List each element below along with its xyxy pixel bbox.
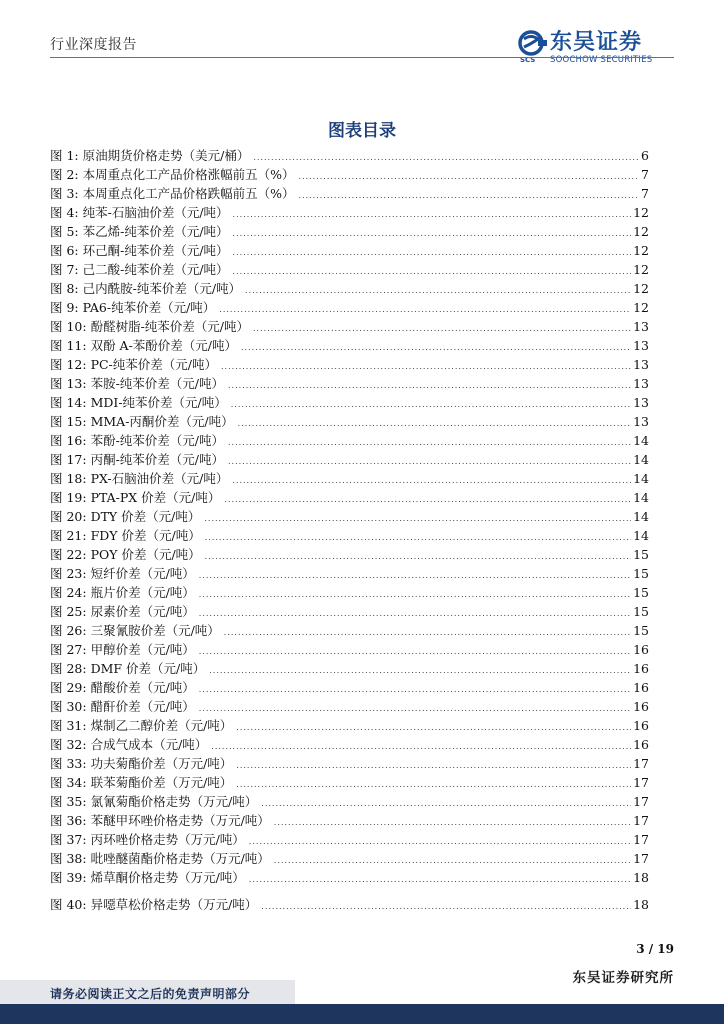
toc-entry-page: 18 bbox=[633, 870, 649, 885]
toc-entry-page: 13 bbox=[633, 357, 649, 372]
toc-dot-leader bbox=[209, 661, 631, 680]
toc-dot-leader bbox=[199, 642, 631, 661]
toc-entry[interactable] bbox=[50, 488, 649, 507]
toc-entry-label: 图 29: 醋酸价差（元/吨） bbox=[50, 680, 195, 695]
toc-entry-page: 12 bbox=[633, 281, 649, 296]
toc-dot-leader bbox=[211, 737, 631, 756]
footer-bar bbox=[0, 1004, 724, 1024]
toc-entry-label: 图 36: 苯醚甲环唑价格走势（万元/吨） bbox=[50, 813, 270, 828]
toc-entry-label: 图 10: 酚醛树脂-纯苯价差（元/吨） bbox=[50, 319, 249, 334]
toc-dot-leader bbox=[233, 224, 632, 243]
toc-entry[interactable] bbox=[50, 792, 649, 811]
toc-dot-leader bbox=[231, 395, 631, 414]
toc-entry-label: 图 3: 本周重点化工产品价格跌幅前五（%） bbox=[50, 186, 295, 201]
toc-dot-leader bbox=[253, 319, 631, 338]
toc-dot-leader bbox=[219, 300, 631, 319]
toc-dot-leader bbox=[261, 794, 631, 813]
toc-entry[interactable] bbox=[50, 830, 649, 849]
toc-dot-leader bbox=[205, 547, 631, 566]
toc-entry-label: 图 5: 苯乙烯-纯苯价差（元/吨） bbox=[50, 224, 229, 239]
toc-entry[interactable] bbox=[50, 393, 649, 412]
toc-entry-page: 16 bbox=[633, 699, 649, 714]
toc-dot-leader bbox=[205, 528, 631, 547]
report-type-label: 行业深度报告 bbox=[50, 37, 137, 53]
toc-entry[interactable] bbox=[50, 165, 649, 184]
toc-dot-leader bbox=[236, 756, 631, 775]
toc-entry-page: 16 bbox=[633, 680, 649, 695]
toc-entry-page: 7 bbox=[641, 186, 649, 201]
toc-entry[interactable] bbox=[50, 412, 649, 431]
toc-entry[interactable] bbox=[50, 431, 649, 450]
toc-entry-label: 图 20: DTY 价差（元/吨） bbox=[50, 509, 201, 524]
toc-entry-page: 13 bbox=[633, 376, 649, 391]
toc-entry[interactable] bbox=[50, 602, 649, 621]
toc-entry[interactable] bbox=[50, 583, 649, 602]
toc-entry-label: 图 2: 本周重点化工产品价格涨幅前五（%） bbox=[50, 167, 295, 182]
toc-entry-page: 12 bbox=[633, 224, 649, 239]
toc-entry[interactable] bbox=[50, 621, 649, 640]
toc-entry[interactable] bbox=[50, 545, 649, 564]
toc-entry-label: 图 24: 瓶片价差（元/吨） bbox=[50, 585, 195, 600]
toc-dot-leader bbox=[224, 623, 631, 642]
toc-entry[interactable] bbox=[50, 526, 649, 545]
toc-entry-label: 图 14: MDI-纯苯价差（元/吨） bbox=[50, 395, 227, 410]
toc-dot-leader bbox=[236, 718, 631, 737]
toc-dot-leader bbox=[228, 433, 631, 452]
toc-dot-leader bbox=[199, 585, 631, 604]
institute-name: 东吴证券研究所 bbox=[572, 970, 674, 986]
toc-entry-label: 图 19: PTA-PX 价差（元/吨） bbox=[50, 490, 221, 505]
toc-entry-label: 图 28: DMF 价差（元/吨） bbox=[50, 661, 206, 676]
toc-entry-label: 图 12: PC-纯苯价差（元/吨） bbox=[50, 357, 217, 372]
toc-dot-leader bbox=[233, 205, 632, 224]
toc-entry[interactable] bbox=[50, 374, 649, 393]
disclaimer-text: 请务必阅读正文之后的免责声明部分 bbox=[50, 987, 251, 1001]
toc-entry-page: 12 bbox=[633, 243, 649, 258]
toc-entry-page: 13 bbox=[633, 414, 649, 429]
toc-entry-page: 15 bbox=[633, 604, 649, 619]
toc-dot-leader bbox=[274, 813, 631, 832]
toc-entry-page: 15 bbox=[633, 547, 649, 562]
toc-entry-page: 17 bbox=[633, 851, 649, 866]
logo-abbreviation: SCS bbox=[520, 56, 536, 64]
toc-entry-label: 图 39: 烯草酮价格走势（万元/吨） bbox=[50, 870, 245, 885]
toc-dot-leader bbox=[233, 262, 632, 281]
toc-entry[interactable] bbox=[50, 754, 649, 773]
toc-entry-label: 图 31: 煤制乙二醇价差（元/吨） bbox=[50, 718, 233, 733]
toc-dot-leader bbox=[233, 243, 632, 262]
toc-entry-label: 图 25: 尿素价差（元/吨） bbox=[50, 604, 195, 619]
toc-entry-page: 14 bbox=[633, 452, 649, 467]
toc-entry-page: 18 bbox=[633, 897, 649, 912]
toc-entry-page: 16 bbox=[633, 661, 649, 676]
toc-entry[interactable] bbox=[50, 507, 649, 526]
toc-entry-label: 图 27: 甲醇价差（元/吨） bbox=[50, 642, 195, 657]
toc-dot-leader bbox=[261, 897, 631, 916]
toc-entry-label: 图 37: 丙环唑价格走势（万元/吨） bbox=[50, 832, 245, 847]
toc-dot-leader bbox=[236, 775, 631, 794]
toc-dot-leader bbox=[199, 566, 631, 585]
toc-entry[interactable] bbox=[50, 716, 649, 735]
toc-entry[interactable] bbox=[50, 811, 649, 830]
toc-entry[interactable] bbox=[50, 260, 649, 279]
toc-entry-label: 图 30: 醋酐价差（元/吨） bbox=[50, 699, 195, 714]
toc-entry-page: 16 bbox=[633, 737, 649, 752]
logo-chinese-text: 东吴证券 bbox=[550, 30, 643, 55]
header-divider bbox=[50, 57, 674, 58]
toc-entry[interactable] bbox=[50, 203, 649, 222]
toc-entry[interactable] bbox=[50, 640, 649, 659]
toc-entry[interactable] bbox=[50, 450, 649, 469]
toc-dot-leader bbox=[245, 281, 631, 300]
toc-entry[interactable] bbox=[50, 697, 649, 716]
toc-dot-leader bbox=[249, 870, 631, 889]
logo-mark-icon bbox=[518, 30, 548, 56]
toc-entry[interactable] bbox=[50, 222, 649, 241]
toc-entry-page: 17 bbox=[633, 832, 649, 847]
toc-entry-page: 16 bbox=[633, 642, 649, 657]
toc-dot-leader bbox=[199, 699, 631, 718]
toc-entry[interactable] bbox=[50, 773, 649, 792]
toc-entry-page: 15 bbox=[633, 566, 649, 581]
toc-entry-label: 图 7: 己二酸-纯苯价差（元/吨） bbox=[50, 262, 229, 277]
page-number: 3 / 19 bbox=[636, 942, 674, 956]
toc-entry-page: 17 bbox=[633, 775, 649, 790]
toc-entry[interactable] bbox=[50, 355, 649, 374]
toc-entry-page: 6 bbox=[641, 148, 649, 163]
toc-entry-label: 图 9: PA6-纯苯价差（元/吨） bbox=[50, 300, 216, 315]
toc-entry-label: 图 17: 丙酮-纯苯价差（元/吨） bbox=[50, 452, 224, 467]
toc-entry-page: 17 bbox=[633, 813, 649, 828]
toc-entry-label: 图 35: 氯氰菊酯价格走势（万元/吨） bbox=[50, 794, 258, 809]
toc-dot-leader bbox=[228, 376, 631, 395]
toc-entry-label: 图 4: 纯苯-石脑油价差（元/吨） bbox=[50, 205, 229, 220]
toc-entry-page: 14 bbox=[633, 490, 649, 505]
toc-entry[interactable] bbox=[50, 659, 649, 678]
toc-dot-leader bbox=[199, 680, 631, 699]
toc-title: 图表目录 bbox=[328, 121, 396, 141]
toc-entry-label: 图 15: MMA-丙酮价差（元/吨） bbox=[50, 414, 234, 429]
toc-entry-label: 图 1: 原油期货价格走势（美元/桶） bbox=[50, 148, 250, 163]
toc-entry[interactable] bbox=[50, 868, 649, 887]
toc-dot-leader bbox=[224, 490, 631, 509]
toc-entry-label: 图 34: 联苯菊酯价差（万元/吨） bbox=[50, 775, 233, 790]
toc-dot-leader bbox=[238, 414, 631, 433]
toc-entry[interactable] bbox=[50, 298, 649, 317]
toc-dot-leader bbox=[299, 186, 640, 205]
toc-entry-page: 13 bbox=[633, 319, 649, 334]
toc-entry-page: 14 bbox=[633, 509, 649, 524]
toc-entry[interactable] bbox=[50, 317, 649, 336]
toc-entry-label: 图 21: FDY 价差（元/吨） bbox=[50, 528, 201, 543]
toc-entry-label: 图 33: 功夫菊酯价差（万元/吨） bbox=[50, 756, 233, 771]
toc-dot-leader bbox=[204, 509, 631, 528]
toc-entry-label: 图 40: 异噁草松价格走势（万元/吨） bbox=[50, 897, 258, 912]
toc-entry[interactable] bbox=[50, 184, 649, 203]
toc-entry-page: 13 bbox=[633, 395, 649, 410]
toc-entry-page: 17 bbox=[633, 794, 649, 809]
toc-entry[interactable] bbox=[50, 849, 649, 868]
toc-entry-page: 14 bbox=[633, 471, 649, 486]
toc-entry-page: 15 bbox=[633, 585, 649, 600]
toc-entry[interactable] bbox=[50, 564, 649, 583]
toc-entry-label: 图 13: 苯胺-纯苯价差（元/吨） bbox=[50, 376, 224, 391]
toc-entry-label: 图 32: 合成气成本（元/吨） bbox=[50, 737, 208, 752]
toc-entry-label: 图 26: 三聚氰胺价差（元/吨） bbox=[50, 623, 220, 638]
toc-dot-leader bbox=[274, 851, 631, 870]
toc-entry-label: 图 8: 己内酰胺-纯苯价差（元/吨） bbox=[50, 281, 242, 296]
company-logo bbox=[518, 30, 668, 66]
toc-entry-page: 14 bbox=[633, 433, 649, 448]
toc-dot-leader bbox=[221, 357, 631, 376]
toc-entry-label: 图 18: PX-石脑油价差（元/吨） bbox=[50, 471, 229, 486]
toc-entry-page: 14 bbox=[633, 528, 649, 543]
toc-entry-page: 12 bbox=[633, 262, 649, 277]
toc-entry-label: 图 38: 吡唑醚菌酯价格走势（万元/吨） bbox=[50, 851, 270, 866]
toc-dot-leader bbox=[199, 604, 631, 623]
toc-entry-label: 图 23: 短纤价差（元/吨） bbox=[50, 566, 195, 581]
toc-entry[interactable] bbox=[50, 279, 649, 298]
toc-dot-leader bbox=[241, 338, 631, 357]
toc-entry[interactable] bbox=[50, 336, 649, 355]
toc-dot-leader bbox=[249, 832, 631, 851]
toc-entry-page: 7 bbox=[641, 167, 649, 182]
toc-entry-page: 15 bbox=[633, 623, 649, 638]
toc-dot-leader bbox=[253, 148, 639, 167]
figure-table-of-contents bbox=[50, 146, 649, 914]
toc-entry-page: 16 bbox=[633, 718, 649, 733]
toc-dot-leader bbox=[299, 167, 640, 186]
toc-entry-page: 13 bbox=[633, 338, 649, 353]
toc-entry-label: 图 11: 双酚 A-苯酚价差（元/吨） bbox=[50, 338, 238, 353]
toc-entry-page: 17 bbox=[633, 756, 649, 771]
toc-dot-leader bbox=[232, 471, 631, 490]
toc-entry-page: 12 bbox=[633, 300, 649, 315]
toc-entry-label: 图 6: 环己酮-纯苯价差（元/吨） bbox=[50, 243, 229, 258]
toc-entry-page: 12 bbox=[633, 205, 649, 220]
toc-entry[interactable] bbox=[50, 678, 649, 697]
toc-entry-label: 图 22: POY 价差（元/吨） bbox=[50, 547, 201, 562]
toc-entry[interactable] bbox=[50, 735, 649, 754]
toc-entry[interactable] bbox=[50, 895, 649, 914]
toc-entry[interactable] bbox=[50, 469, 649, 488]
toc-entry[interactable] bbox=[50, 146, 649, 165]
toc-entry-label: 图 16: 苯酚-纯苯价差（元/吨） bbox=[50, 433, 224, 448]
toc-entry[interactable] bbox=[50, 241, 649, 260]
toc-dot-leader bbox=[228, 452, 631, 471]
logo-english-text: SOOCHOW SECURITIES bbox=[550, 55, 653, 65]
